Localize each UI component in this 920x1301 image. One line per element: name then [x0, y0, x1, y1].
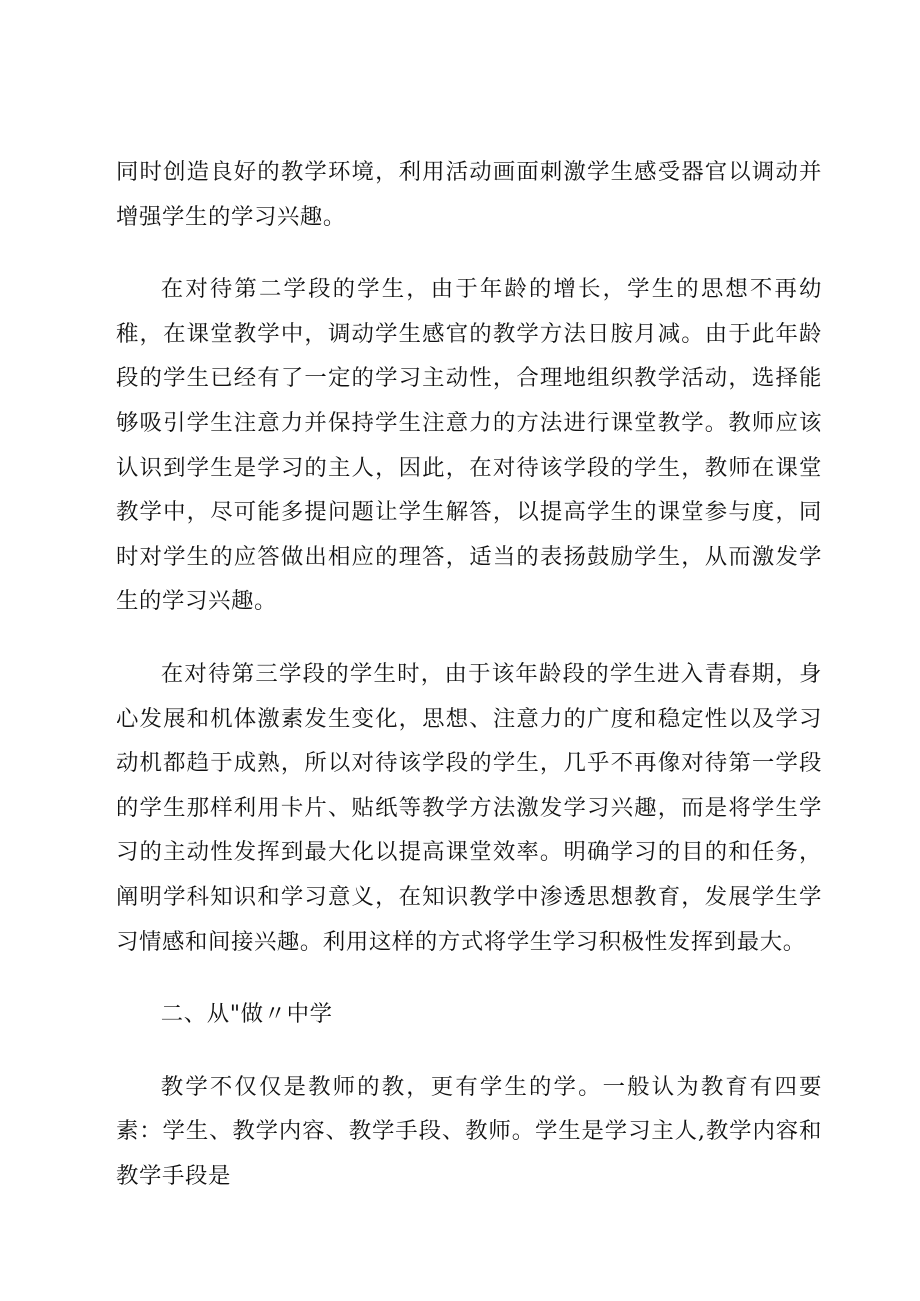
section-heading: 二、从"做〃中学 — [160, 1001, 333, 1028]
paragraph-1: 同时创造良好的教学环境，利用活动画面刺激学生感受器官以调动并增强学生的学习兴趣。 — [116, 159, 822, 230]
paragraph-gap — [116, 624, 822, 652]
paragraph-2: 在对待第二学段的学生，由于年龄的增长，学生的思想不再幼稚，在课堂教学中，调动学生感官的教学方法日胺月减。由于此年龄段的学生已经有了一定的学习主动性，合理地组织教学活动，选择能够吸引学生注意力并保持学生注意力的方法进行课堂教学。教师应该认识到学生是学习的主人，因此，在对待该学段的学生，教师在课堂教学中，尽可能多提问题让学生解答，以提高学生的课堂参与度，同时对学生的应答做出相应的理答，适当的表扬鼓励学生，从而激发学生的学习兴趣。 — [116, 276, 822, 615]
paragraph-gap — [116, 964, 822, 992]
paragraph-3: 在对待第三学段的学生时，由于该年龄段的学生进入青春期，身心发展和机体激素发生变化，思想、注意力的广度和稳定性以及学习动机都趋于成熟，所以对待该学段的学生，几乎不再像对待第一学段的学生那样利用卡片、贴纸等教学方法激发学习兴趣，而是将学生学习的主动性发挥到最大化以提高课堂效率。明确学习的目的和任务，阐明学科知识和学习意义，在知识教学中渗透思想教育，发展学生学习情感和间接兴趣。利用这样的方式将学生学习积极性发挥到最大。 — [116, 660, 822, 955]
paragraph-gap — [116, 239, 822, 267]
paragraph-gap — [116, 1037, 822, 1065]
paragraph-4: 教学不仅仅是教师的教，更有学生的学。一般认为教育有四要素：学生、教学内容、教学手段、教师。学生是学习主人,教学内容和教学手段是 — [116, 1073, 822, 1189]
document-page — [116, 150, 822, 1198]
